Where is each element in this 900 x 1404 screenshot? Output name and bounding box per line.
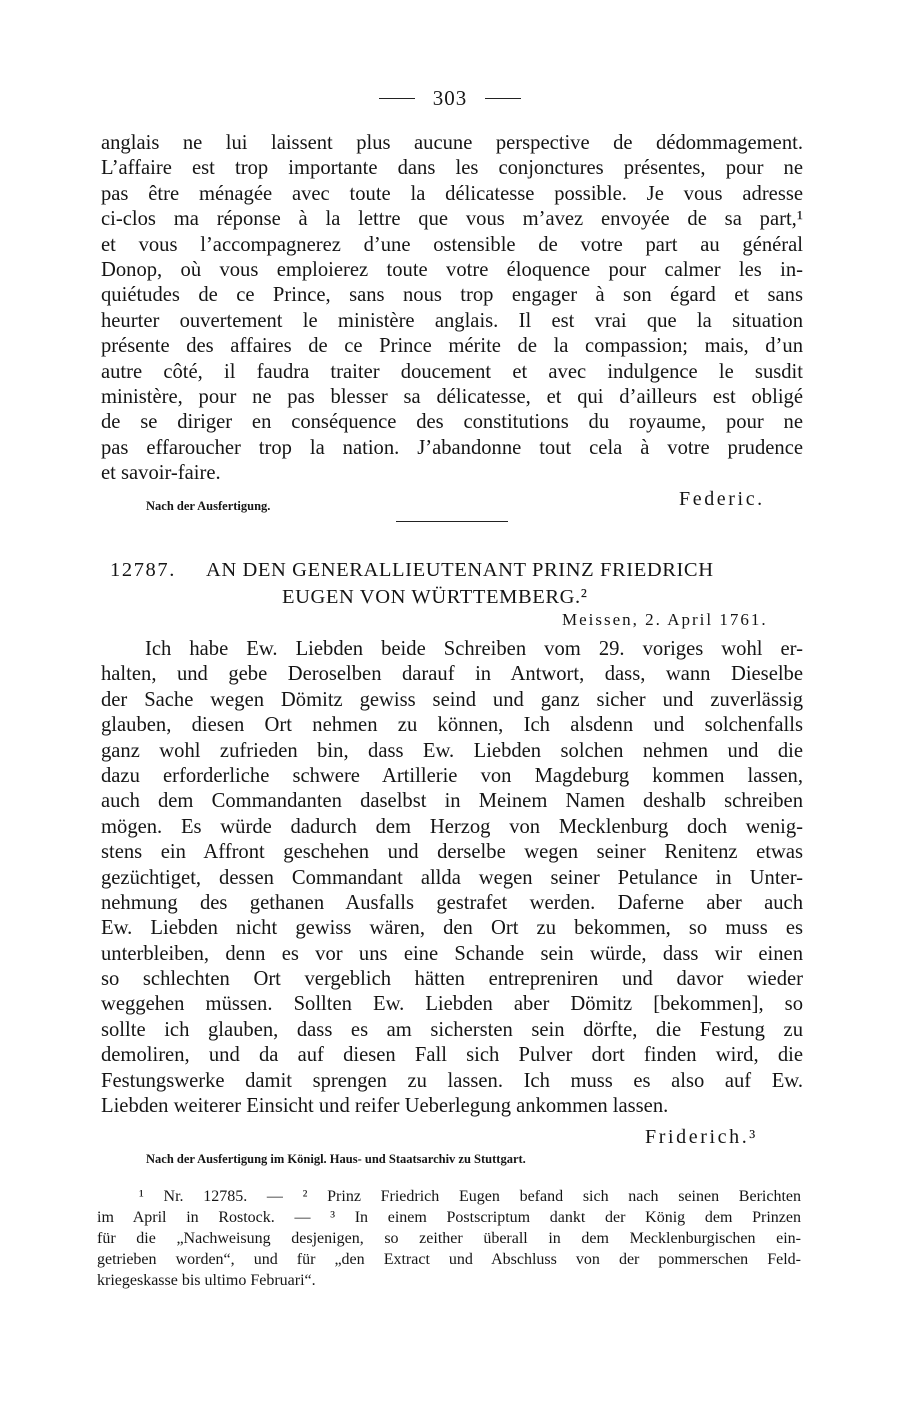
letter-2-line: sollte ich glauben, dass es am sichersten sein dörfte, die Festung zu bbox=[101, 1018, 803, 1041]
letter-2-source: Nach der Ausfertigung im Königl. Haus- und Staatsarchiv zu Stuttgart. bbox=[146, 1152, 526, 1166]
letter-1-line: Donop, où vous emploierez toute votre éloquence pour calmer les in- bbox=[101, 258, 803, 281]
page-number: 303 bbox=[432, 86, 468, 110]
letter-2-line: mögen. Es würde dadurch dem Herzog von Mecklenburg doch wenig- bbox=[101, 815, 803, 838]
footnote-line: im April in Rostock. — ³ In einem Postscriptum dankt der König dem Prinzen bbox=[97, 1209, 801, 1226]
letter-2-line: der Sache wegen Dömitz gewiss seind und ganz sicher und zuverlässig bbox=[101, 688, 803, 711]
letter-1-line: ci-clos ma réponse à la lettre que vous m’avez envoyée de sa part,¹ bbox=[101, 208, 803, 231]
letter-2-title-line-1: AN DEN GENERALLIEUTENANT PRINZ FRIEDRICH bbox=[205, 559, 714, 581]
letter-2-number: 12787. bbox=[110, 559, 176, 581]
letter-2-line: dazu erforderliche schwere Artillerie von Magdeburg kommen lassen, bbox=[101, 764, 803, 787]
letter-1-source: Nach der Ausfertigung. bbox=[146, 499, 271, 513]
letter-2-line: glauben, diesen Ort nehmen zu können, Ich alsdenn und solchenfalls bbox=[101, 714, 803, 737]
letter-1-line: pas être ménagée avec toute la délicatesse possible. Je vous adresse bbox=[101, 182, 803, 205]
letter-1-line: de se diriger en conséquence des constitutions du royaume, pour ne bbox=[101, 411, 803, 434]
letter-2-line: Ew. Liebden nicht gewiss wären, den Ort zu bekommen, so muss es bbox=[101, 917, 803, 940]
letter-2-signature: Friderich.³ bbox=[645, 1126, 758, 1148]
letter-2-line: Festungswerke damit sprengen zu lassen. Ich muss es also auf Ew. bbox=[101, 1069, 803, 1092]
letter-2-place-date: Meissen, 2. April 1761. bbox=[562, 610, 768, 629]
header-rule-left bbox=[379, 98, 415, 99]
letter-1-line: présente des affaires de ce Prince mérite de la compassion; mais, d’un bbox=[101, 335, 803, 358]
letter-2-line: weggehen müssen. Sollten Ew. Liebden aber Dömitz [bekommen], so bbox=[101, 993, 803, 1016]
letter-2-line: gezüchtiget, dessen Commandant allda wegen seiner Petulance in Unter- bbox=[101, 866, 803, 889]
letter-2-line: auch dem Commandanten daselbst in Meinem Namen deshalb schreiben bbox=[101, 790, 803, 813]
footnote-line: ¹ Nr. 12785. — ² Prinz Friedrich Eugen befand sich nach seinen Berichten bbox=[139, 1188, 801, 1205]
letter-2-line: so schlechten Ort vergeblich hätten entrepreniren und davor wieder bbox=[101, 968, 803, 991]
letter-2-title-line-2: EUGEN VON WÜRTTEMBERG.² bbox=[282, 586, 588, 608]
section-divider bbox=[396, 521, 508, 522]
letter-2-line: stens ein Affront geschehen und derselbe wegen seiner Renitenz etwas bbox=[101, 841, 803, 864]
letter-1-line: ministère, pour ne pas blesser sa délicatesse, et qui d’ailleurs est obligé bbox=[101, 385, 803, 408]
letter-2-line: Liebden weiterer Einsicht und reifer Ueberlegung ankommen lassen. bbox=[101, 1095, 669, 1118]
letter-1-line: et vous l’accompagnerez d’une ostensible de votre part au général bbox=[101, 233, 803, 256]
letter-1-line: et savoir-faire. bbox=[101, 462, 221, 485]
letter-2-body bbox=[101, 637, 803, 1119]
letter-2-line: ganz wohl zufrieden bin, dass Ew. Liebden solchen nehmen und die bbox=[101, 739, 803, 762]
letter-2-line: unterbleiben, denn es vor uns eine Schande sein würde, dass wir einen bbox=[101, 942, 803, 965]
letter-1-line: heurter ouvertement le ministère anglais. Il est vrai que la situation bbox=[101, 309, 803, 332]
letter-2-line: halten, und gebe Deroselben darauf in Antwort, dass, wann Dieselbe bbox=[101, 663, 803, 686]
footnote-line: kriegeskasse bis ultimo Februari“. bbox=[97, 1272, 316, 1289]
letter-1-line: L’affaire est trop importante dans les conjonctures présentes, pour ne bbox=[101, 157, 803, 180]
footnote-line: getrieben worden“, und für „den Extract und Abschluss von der pommerschen Feld- bbox=[97, 1251, 801, 1268]
footnotes bbox=[97, 1186, 801, 1291]
letter-1-body bbox=[101, 131, 803, 486]
page-header bbox=[0, 86, 900, 111]
letter-1-line: anglais ne lui laissent plus aucune perspective de dédommagement. bbox=[101, 132, 803, 154]
letter-1-line: pas effaroucher trop la nation. J’abandonne tout cela à votre prudence bbox=[101, 436, 803, 459]
letter-2-heading bbox=[110, 557, 800, 611]
letter-1-line: quiétudes de ce Prince, sans nous trop engager à son égard et sans bbox=[101, 284, 803, 307]
letter-2-line: demoliren, und da auf diesen Fall sich Pulver dort finden wird, die bbox=[101, 1044, 803, 1067]
letter-1-line: autre côté, il faudra traiter doucement et avec indulgence le susdit bbox=[101, 360, 803, 383]
letter-1-signature: Federic. bbox=[679, 488, 765, 510]
header-rule-right bbox=[485, 98, 521, 99]
letter-2-line: nehmung des gethanen Ausfalls gestrafet werden. Daferne aber auch bbox=[101, 891, 803, 914]
letter-2-line: Ich habe Ew. Liebden beide Schreiben vom 29. voriges wohl er- bbox=[145, 638, 803, 660]
footnote-line: für die „Nachweisung desjenigen, so zeither überall in dem Mecklenburgischen ein- bbox=[97, 1230, 801, 1247]
